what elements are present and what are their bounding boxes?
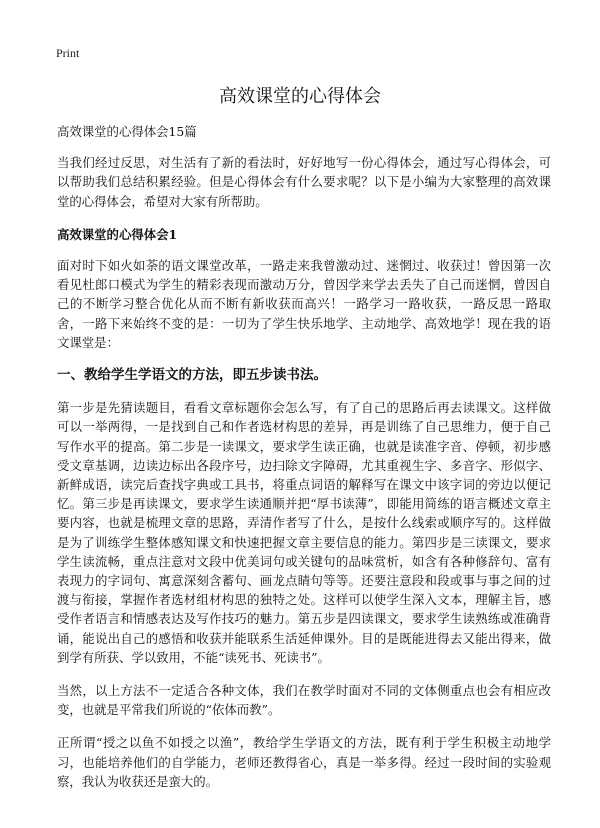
document-body [57,122,551,805]
section1-paragraph: 面对时下如火如荼的语文课堂改革，一路走来我曾激动过、迷惘过、收获过！曾因第一次看见杜郎口模式为学生的精彩表现而激动万分，曾因学来学去丢失了自己而迷惘，曾因自己的不断学习整合优化从而不断有新收获而高兴！一路学习一路收获，一路反思一路取舍，一路下来始终不变的是：一切为了学生快乐地学、主动地学、高效地学！现在我的语文课堂是： [57,258,551,350]
print-link[interactable]: Print [56,46,80,60]
methods-paragraph: 当然，以上方法不一定适合各种文体，我们在教学时面对不同的文体侧重点也会有相应改变，也就是平常我们所说的“依体而教”。 [57,683,551,718]
document-title: 高效课堂的心得体会 [219,86,381,107]
section-heading-1: 高效课堂的心得体会1 [57,226,178,242]
steps-paragraph: 第一步是先猜读题目，看看文章标题你会怎么写，有了自己的思路后再去读课文。这样做可以一举两得，一是找到自己和作者选材构思的差异，再是训练了自己思维力，便于自己写作水平的提高。第二步是一读课文，要求学生读正确，也就是读准字音、停顿，初步感受文章基调，边读边标出各段序号，边扫除文字障碍，尤其重视生字、多音字、形似字、新鲜成语，读完后查找字典或工具书，将重点词语的解释写在课文中该字词的旁边以便记忆。第三步是再读课文，要求学生读通顺并把“厚书读薄”，即能用简练的语言概述文章主要内容，也就是梳理文章的思路，弄清作者写了什么，是按什么线索或顺序写的。这样做是为了训练学生整体感知课文和快速把握文章主要信息的能力。第四步是三读课文，要求学生读流畅，重点注意对文段中优美词句或关键句的品味赏析，如含有各种修辞句、富有表现力的字词句、寓意深刻含蓄句、画龙点睛句等等。还要注意段和段或事与事之间的过渡与衔接，掌握作者选材组材构思的独特之处。这样可以使学生深入文本，理解主旨，感受作者语言和情感表达及写作技巧的魅力。第五步是四读课文，要求学生读熟练或准确背诵，能说出自己的感悟和收获并能联系生活延伸课外。目的是既能进得去又能出得来，做到学有所获、学以致用，不能“读死书、死读书”。 [57,400,551,665]
intro-paragraph: 当我们经过反思，对生活有了新的看法时，好好地写一份心得体会，通过写心得体会，可以帮助我们总结积累经验。但是心得体会有什么要求呢？以下是小编为大家整理的高效课堂的心得体会，希望对大家有所帮助。 [57,155,551,209]
subheading-reading-method: 一、教给学生学语文的方法，即五步读书法。 [57,367,327,384]
closing-paragraph: 正所谓“授之以鱼不如授之以渔”，教给学生学语文的方法，既有利于学生积极主动地学习，也能培养他们的自学能力，老师还教得省心，真是一举多得。经过一段时间的实验观察，我认为收获还是蛮大的。 [57,735,551,789]
document-subtitle: 高效课堂的心得体会15篇 [57,124,197,139]
